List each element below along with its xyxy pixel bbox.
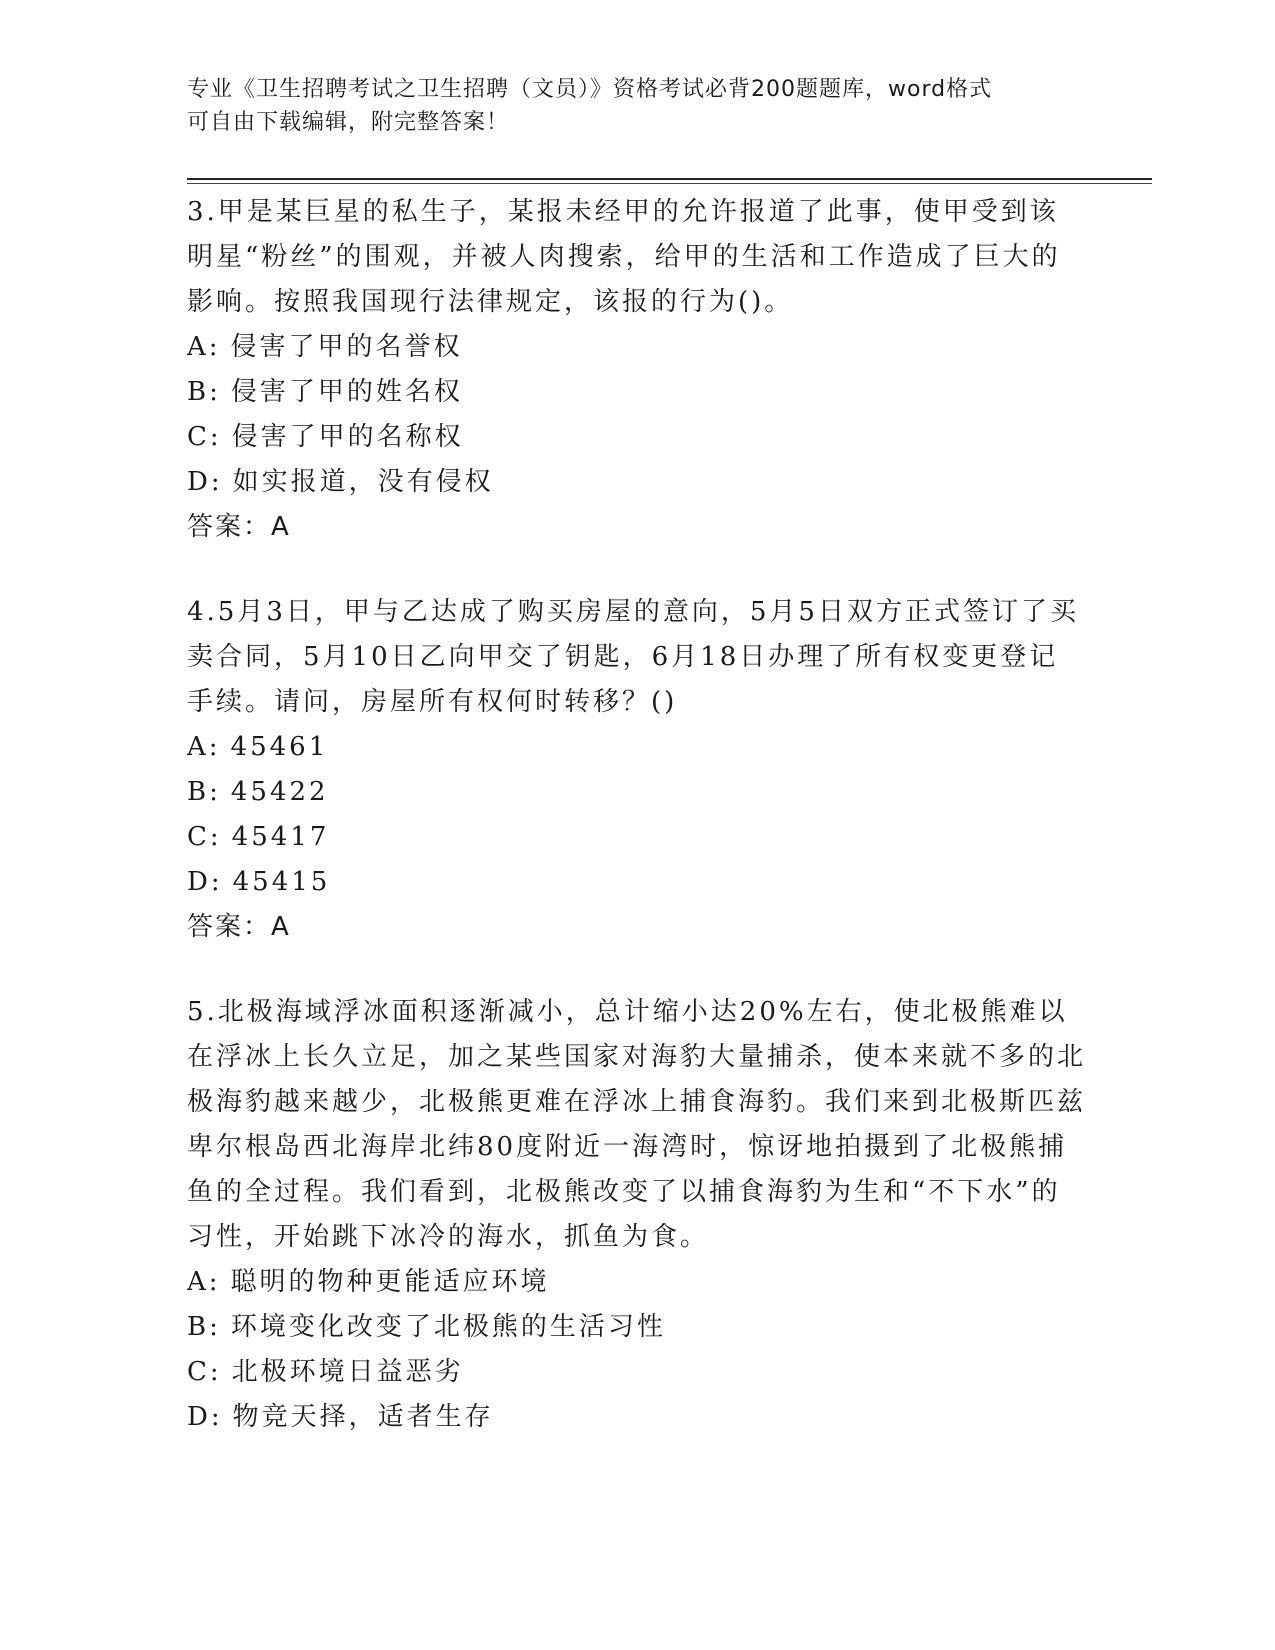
option-text: 45415 (232, 867, 331, 897)
option-a (187, 725, 1087, 770)
option-text: 侵害了甲的名称权 (231, 422, 464, 452)
option-d (187, 860, 1087, 905)
option-text: 45461 (230, 732, 329, 762)
option-key: B: (187, 1312, 221, 1342)
option-text: 北极环境日益恶劣 (231, 1357, 464, 1387)
option-key: A: (187, 332, 221, 362)
header-line-2: 可自由下载编辑，附完整答案！ (187, 110, 510, 135)
question-stem: 4.5月3日，甲与乙达成了购买房屋的意向，5月5日双方正式签订了买卖合同，5月10日乙向甲交了钥匙，6月18日办理了所有权变更登记手续。请问，房屋所有权何时转移？() (187, 597, 1079, 717)
option-text: 物竞天择，适者生存 (232, 1402, 494, 1432)
option-b (187, 1305, 1087, 1350)
option-b (187, 770, 1087, 815)
header-line-1: 专业《卫生招聘考试之卫生招聘（文员）》资格考试必背200题题库，word格式 (187, 77, 993, 102)
option-text: 环境变化改变了北极熊的生活习性 (230, 1312, 666, 1342)
question-list (187, 190, 1087, 1480)
question-stem: 5.北极海域浮冰面积逐渐减小，总计缩小达20%左右，使北极熊难以在浮冰上长久立足，加之某些国家对海豹大量捕杀，使本来就不多的北极海豹越来越少，北极熊更难在浮冰上捕食海豹。我们来到北极斯匹兹卑尔根岛西北海岸北纬80度附近一海湾时，惊讶地拍摄到了北极熊捕鱼的全过程。我们看到，北极熊改变了以捕食海豹为生和“不下水”的习性，开始跳下冰冷的海水，抓鱼为食。 (187, 997, 1087, 1252)
question-5 (187, 990, 1087, 1440)
option-c (187, 815, 1087, 860)
option-text: 侵害了甲的姓名权 (230, 377, 463, 407)
option-key: B: (187, 777, 221, 807)
option-key: C: (187, 822, 222, 852)
option-text: 45422 (230, 777, 329, 807)
question-4 (187, 590, 1087, 950)
option-b (187, 370, 1087, 415)
option-text: 45417 (231, 822, 330, 852)
option-a (187, 1260, 1087, 1305)
option-key: A: (187, 1267, 221, 1297)
option-d (187, 460, 1087, 505)
answer-line: 答案：A (187, 912, 291, 942)
option-text: 如实报道，没有侵权 (232, 467, 494, 497)
option-key: D: (187, 867, 223, 897)
header-divider-thin (187, 183, 1152, 184)
option-c (187, 1350, 1087, 1395)
option-key: C: (187, 422, 222, 452)
answer-line: 答案：A (187, 512, 291, 542)
option-key: D: (187, 467, 223, 497)
header-divider-thick (187, 178, 1152, 180)
option-text: 聪明的物种更能适应环境 (230, 1267, 550, 1297)
option-key: B: (187, 377, 221, 407)
document-header (187, 73, 1087, 139)
option-key: D: (187, 1402, 223, 1432)
option-text: 侵害了甲的名誉权 (230, 332, 463, 362)
question-3 (187, 190, 1087, 550)
option-key: A: (187, 732, 221, 762)
question-stem: 3.甲是某巨星的私生子，某报未经甲的允许报道了此事，使甲受到该明星“粉丝”的围观，并被人肉搜索，给甲的生活和工作造成了巨大的影响。按照我国现行法律规定，该报的行为()。 (187, 197, 1061, 317)
option-a (187, 325, 1087, 370)
option-key: C: (187, 1357, 222, 1387)
option-c (187, 415, 1087, 460)
option-d (187, 1395, 1087, 1440)
